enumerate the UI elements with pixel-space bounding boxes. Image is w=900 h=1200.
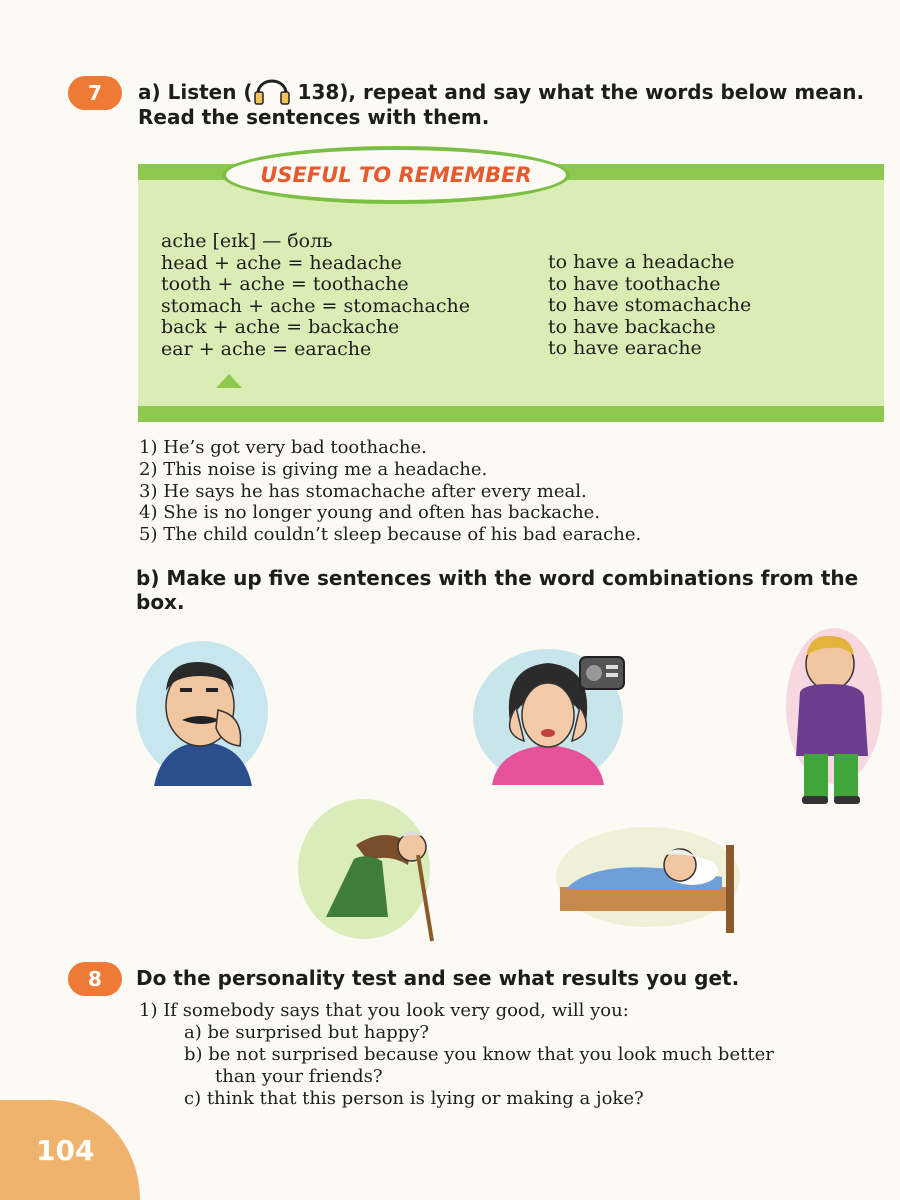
vocab-left-column — [161, 231, 470, 361]
question-text: 1) If somebody says that you look very good, will you: — [139, 1000, 629, 1021]
answer-option: b) be not surprised because you know that you look much better — [184, 1044, 774, 1065]
task-7b-instruction: b) Make up five sentences with the word combinations from the box. — [136, 566, 859, 614]
answer-option: a) be surprised but happy? — [184, 1022, 430, 1043]
vocab-phrase: to have backache — [548, 315, 716, 338]
answer-option: c) think that this person is lying or making a joke? — [184, 1088, 644, 1109]
vocab-item: stomach + ache = stomachache — [161, 294, 470, 317]
sentence-item: 2) This noise is giving me a headache. — [139, 458, 488, 480]
vocab-item: back + ache = backache — [161, 316, 400, 339]
vocab-item: ear + ache = earache — [161, 337, 372, 360]
vocab-phrase: to have toothache — [548, 272, 721, 295]
vocab-item: ache [eɪk] — боль — [161, 230, 333, 252]
backache-old-woman-illustration — [296, 795, 446, 945]
sentence-item: 4) She is no longer young and often has backache. — [139, 502, 601, 524]
task-number-8: 8 — [88, 967, 102, 991]
headache-woman-illustration — [470, 637, 628, 787]
vocab-right-column — [548, 252, 751, 360]
vocab-phrase: to have stomachache — [548, 294, 752, 317]
personality-test-question — [139, 1000, 774, 1110]
task-number-badge-7 — [68, 76, 122, 110]
task-8-instruction: Do the personality test and see what results you get. — [136, 966, 740, 990]
sentence-item: 1) He’s got very bad toothache. — [139, 437, 427, 458]
earache-child-in-bed-illustration — [552, 825, 740, 933]
answer-option-continuation: than your friends? — [215, 1066, 383, 1087]
sentence-item: 3) He says he has stomachache after every meal. — [139, 480, 587, 502]
vocab-item: tooth + ache = toothache — [161, 273, 409, 296]
stomachache-boy-illustration — [782, 626, 882, 808]
box-title: USEFUL TO REMEMBER — [222, 146, 570, 204]
page-number: 104 — [36, 1134, 95, 1167]
toothache-man-illustration — [132, 636, 270, 786]
headphones-icon — [253, 79, 291, 105]
task-number-7: 7 — [88, 81, 102, 105]
task-number-badge-8 — [68, 962, 122, 996]
example-sentences — [139, 437, 641, 546]
task-7a-instruction: a) Listen ( 138), repeat and say what the words below mean. Read the sentences with them. — [138, 80, 865, 129]
vocab-item: head + ache = headache — [161, 251, 402, 274]
vocab-phrase: to have a headache — [548, 251, 735, 273]
sentence-item: 5) The child couldn’t sleep because of his bad earache. — [139, 524, 642, 546]
box-pointer — [216, 374, 242, 388]
vocab-phrase: to have earache — [548, 337, 702, 360]
